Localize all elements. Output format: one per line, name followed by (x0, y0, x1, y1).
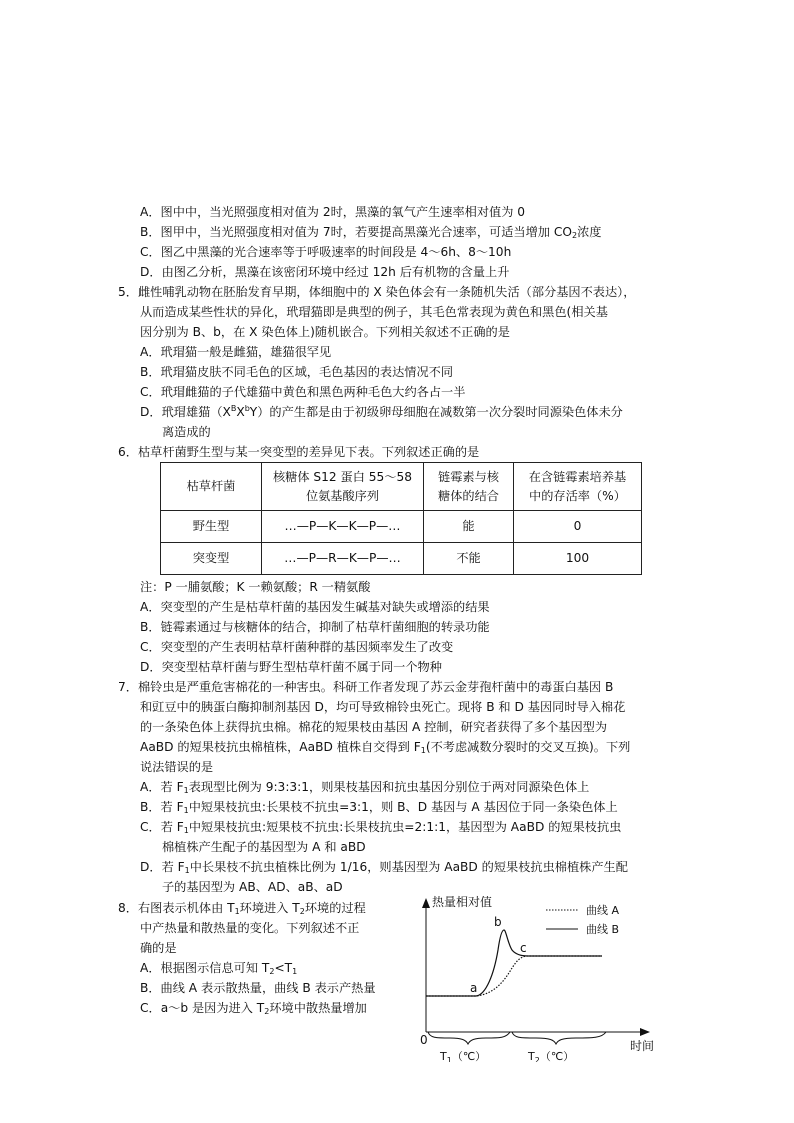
q7-option-d-text: D．若 F (140, 860, 185, 874)
table-header-row (161, 463, 642, 511)
subscript: 1 (183, 806, 189, 815)
q7-option-c-text: C．若 F (140, 820, 184, 834)
q4-option-a-text: A．图中中，当光照强度相对值为 2时，黑藻的氧气产生速率相对值为 0 (140, 205, 526, 219)
q5-option-d (140, 402, 623, 422)
q7-option-c (140, 817, 621, 837)
q6-option-c-text: C．突变型的产生表明枯草杆菌种群的基因频率发生了改变 (140, 640, 454, 654)
q8-option-c-text-end: 环境中散热量增加 (269, 1001, 367, 1015)
q8-option-b-text: B．曲线 A 表示散热量，曲线 B 表示产热量 (140, 981, 376, 995)
q6-option-d (140, 657, 442, 677)
q6-option-d-text: D．突变型枯草杆菌与野生型枯草杆菌不属于同一个物种 (140, 660, 442, 674)
curve-a (426, 956, 602, 996)
heat-graph (410, 892, 660, 1062)
q7-option-b (140, 797, 618, 817)
q6-note-text: 注：P 一脯氨酸；K 一赖氨酸；R 一精氨酸 (140, 580, 371, 594)
q5-option-c (140, 382, 465, 402)
q7-option-a-text-end: 表现型比例为 9:3:3:1，则果枝基因和抗虫基因分别位于两对同源染色体上 (188, 780, 590, 794)
q6-option-a (140, 597, 490, 617)
q7-stem-text-end: (不考虑减数分裂时的交叉互换)。下列 (425, 740, 631, 754)
q5-stem-text: 因分别为 B、b，在 X 染色体上)随机嵌合。下列相关叙述不正确的是 (140, 325, 510, 339)
q4-option-d-text: D．由图乙分析，黑藻在该密闭环境中经过 12h 后有机物的含量上升 (140, 265, 510, 279)
q5-option-a (140, 342, 331, 362)
q6-option-a-text: A．突变型的产生是枯草杆菌的基因发生碱基对缺失或增添的结果 (140, 600, 490, 614)
x-axis-arrow (640, 1028, 650, 1036)
q7-option-a (140, 777, 589, 797)
subscript: 2 (264, 1007, 270, 1016)
subscript: 1 (183, 826, 189, 835)
curve-b (426, 930, 602, 996)
q8-stem-text: 中产热量和散热量的变化。下列叙述不正 (140, 921, 360, 935)
q7-option-d-cont (162, 877, 343, 897)
q6-table (160, 462, 642, 575)
q8-stem-text: 环境进入 T (239, 901, 300, 915)
subscript: 1 (184, 866, 190, 875)
q8-stem-line-2 (140, 918, 359, 938)
q7-stem-line-3 (140, 717, 607, 737)
q5-option-d-text-end: Y）的产生都是由于初级卵母细胞在减数第一次分裂时同源染色体未分 (249, 405, 623, 419)
q5-option-b (140, 362, 453, 382)
q5-stem-text: 从而造成某些性状的异化，玳瑁猫即是典型的例子，其毛色常表现为黄色和黑色(相关基 (140, 305, 608, 319)
q6-note (140, 577, 370, 597)
q7-option-c-text-end: 中短果枝抗虫:短果枝不抗虫:长果枝抗虫=2:1:1，基因型为 AaBD 的短果枝抗虫 (188, 820, 622, 834)
y-axis-label: 热量相对值 (432, 895, 493, 909)
x-axis-label: 时间 (630, 1039, 655, 1053)
origin-label: 0 (420, 1033, 428, 1047)
q5-stem-line-3 (140, 322, 510, 342)
q5-option-d-cont (162, 422, 211, 442)
q8-option-c (140, 998, 367, 1018)
table-header-cell: 在含链霉素培养基 中的存活率（%） (514, 463, 642, 511)
subscript: 2 (269, 967, 275, 976)
q5-stem-line-2 (140, 302, 608, 322)
q4-option-a (140, 202, 525, 222)
brace-t1 (428, 1032, 510, 1044)
t2-label: $T_2(℃)$ (528, 1050, 575, 1062)
table-cell: 突变型 (161, 543, 262, 575)
table-row (161, 543, 642, 575)
q7-stem-text: 和豇豆中的胰蛋白酶抑制剂基因 D，均可导致棉铃虫死亡。现将 B 和 D 基因同时导入棉花 (140, 700, 626, 714)
q7-option-d-text-end: 中长果枝不抗虫植株比例为 1/16，则基因型为 AaBD 的短果枝抗虫棉植株产生配 (189, 860, 628, 874)
q4-option-c-text: C．图乙中黑藻的光合速率等于呼吸速率的时间段是 4～6h、8～10h (140, 245, 512, 259)
table-cell: …—P—R—K—P—… (262, 543, 424, 575)
q6-option-b (140, 617, 490, 637)
q7-stem-line-2 (140, 697, 625, 717)
q8-option-a-text: A．根据图示信息可知 T (140, 961, 270, 975)
q8-stem-line-3 (140, 938, 177, 958)
q5-option-d-text-cont: 离造成的 (162, 425, 211, 439)
q7-option-d-text-cont: 子的基因型为 AB、AD、aB、aD (162, 880, 343, 894)
table-header-cell: 枯草杆菌 (161, 463, 262, 511)
q5-stem-line-1 (118, 282, 635, 302)
q8-stem-line-1 (118, 898, 366, 918)
q4-option-c (140, 242, 511, 262)
legend-label-b: 曲线 B (586, 923, 620, 936)
table-cell: 100 (514, 543, 642, 575)
table-header-cell: 核糖体 S12 蛋白 55～58 位氨基酸序列 (262, 463, 424, 511)
q7-stem-text: 7．棉铃虫是严重危害棉花的一种害虫。科研工作者发现了苏云金芽孢杆菌中的毒蛋白基因 B (118, 680, 614, 694)
q7-stem-line-4 (140, 737, 630, 757)
q7-option-b-text: B．若 F (140, 800, 184, 814)
t1-label: $T_1(℃)$ (440, 1050, 487, 1062)
table-header-cell: 链霉素与核 糖体的结合 (424, 463, 514, 511)
q6-stem (118, 442, 479, 462)
table-cell: 野生型 (161, 511, 262, 543)
q7-option-a-text: A．若 F (140, 780, 184, 794)
q8-stem-text: 8．右图表示机体由 T (118, 901, 235, 915)
subscript: 2 (299, 907, 305, 916)
q7-stem-text: 的一条染色体上获得抗虫棉。棉花的短果枝由基因 A 控制，研究者获得了多个基因型为 (140, 720, 608, 734)
subscript: 1 (292, 967, 298, 976)
q7-option-b-text-end: 中短果枝抗虫:长果枝不抗虫=3:1，则 B、D 基因与 A 基因位于同一条染色体上 (188, 800, 618, 814)
brace-t2 (512, 1032, 606, 1044)
q8-option-a-text-mid: <T (274, 961, 293, 975)
q5-option-b-text: B．玳瑁猫皮肤不同毛色的区域，毛色基因的表达情况不同 (140, 365, 454, 379)
q8-stem-text: 确的是 (140, 941, 177, 955)
q8-option-a (140, 958, 297, 978)
q7-stem-line-1 (118, 677, 613, 697)
subscript: 2 (571, 231, 578, 240)
point-label-a: a (470, 981, 478, 995)
q7-option-c-cont (162, 837, 366, 857)
q6-option-c (140, 637, 453, 657)
q5-option-a-text: A．玳瑁猫一般是雌猫，雄猫很罕见 (140, 345, 332, 359)
q8-option-b (140, 978, 376, 998)
y-axis-arrow (422, 898, 430, 908)
table-cell: 不能 (424, 543, 514, 575)
superscript: B (230, 404, 237, 413)
subscript: 1 (420, 746, 426, 755)
q4-option-b-text: B．图甲中，当光照强度相对值为 7时，若要提高黑藻光合速率，可适当增加 CO (140, 225, 572, 239)
subscript: 1 (183, 786, 189, 795)
q4-option-b-text-end: 浓度 (577, 225, 602, 239)
point-label-c: c (520, 941, 527, 955)
table-cell: …—P—K—K—P—… (262, 511, 424, 543)
table-row (161, 511, 642, 543)
q4-option-b (140, 222, 601, 242)
q5-stem-text: 5．雌性哺乳动物在胚胎发育早期，体细胞中的 X 染色体会有一条随机失活（部分基因不表达）， (118, 285, 636, 299)
q7-option-d (140, 857, 628, 877)
legend-label-a: 曲线 A (586, 904, 620, 917)
q7-stem-text: AaBD 的短果枝抗虫棉植株，AaBD 植株自交得到 F (140, 740, 421, 754)
q5-option-d-text: D．玳瑁雄猫（X (140, 405, 231, 419)
q8-option-c-text: C．a～b 是因为进入 T (140, 1001, 265, 1015)
q8-stem-text: 环境的过程 (304, 901, 366, 915)
q6-stem-text: 6．枯草杆菌野生型与某一突变型的差异见下表。下列叙述正确的是 (118, 445, 480, 459)
point-label-b: b (494, 915, 502, 929)
q7-stem-line-5 (140, 757, 213, 777)
subscript: 1 (234, 907, 240, 916)
q7-option-c-text-cont: 棉植株产生配子的基因型为 A 和 aBD (162, 840, 366, 854)
q5-option-c-text: C．玳瑁雌猫的子代雄猫中黄色和黑色两种毛色大约各占一半 (140, 385, 466, 399)
q4-option-d (140, 262, 509, 282)
q6-option-b-text: B．链霉素通过与核糖体的结合，抑制了枯草杆菌细胞的转录功能 (140, 620, 490, 634)
table-cell: 0 (514, 511, 642, 543)
q5-option-d-text-mid: X (236, 405, 245, 419)
table-cell: 能 (424, 511, 514, 543)
q7-stem-text: 说法错误的是 (140, 760, 214, 774)
superscript: b (244, 404, 250, 413)
